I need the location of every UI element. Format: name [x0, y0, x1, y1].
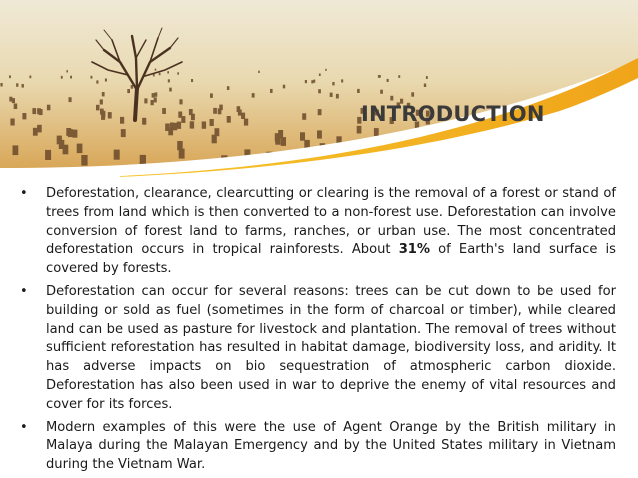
tree-stump	[357, 89, 360, 93]
tree-stump	[22, 84, 24, 88]
tree-stump	[380, 90, 383, 94]
tree-stump	[311, 80, 313, 83]
tree-stump	[424, 84, 426, 88]
tree-stump	[16, 83, 18, 87]
tree-stump	[212, 135, 217, 144]
tree-stump	[336, 94, 339, 99]
bullet-marker: •	[20, 419, 28, 435]
tree-stump	[181, 116, 185, 123]
tree-stump	[305, 80, 307, 83]
tree-stump	[29, 76, 31, 79]
tree-stump	[167, 71, 169, 73]
tree-stump	[258, 71, 260, 73]
slide-title: INTRODUCTION	[361, 102, 545, 126]
tree-stump	[379, 75, 381, 78]
tree-stump	[325, 69, 327, 71]
tree-stump	[302, 113, 306, 120]
tree-stump	[398, 75, 400, 78]
tree-stump	[219, 105, 223, 111]
bullet-item-examples	[20, 419, 616, 475]
tree-stump	[252, 93, 255, 98]
bullet-text-continued: of Earth's land surface is covered by forests.	[46, 242, 616, 277]
tree-stump	[169, 88, 172, 92]
tree-stump	[59, 140, 65, 149]
tree-stump	[191, 114, 195, 121]
tree-stump	[168, 79, 170, 82]
tree-stump	[275, 133, 280, 142]
tree-stump	[330, 93, 333, 97]
tree-stump	[47, 105, 51, 111]
tree-stump	[81, 155, 87, 166]
tree-stump	[10, 119, 14, 126]
tree-stump	[105, 79, 107, 82]
bullet-text: Modern examples of this were the use of Agent Orange by the British military in Malaya during the Malayan Emergency and by the United States military in Vietnam during the Vietnam War.	[46, 419, 616, 473]
tree-stump	[102, 92, 105, 96]
tree-stump	[227, 86, 230, 90]
tree-stump	[45, 150, 51, 160]
tree-stump	[319, 74, 321, 77]
tree-stump	[66, 128, 71, 136]
tree-stump	[318, 89, 321, 93]
tree-stump	[66, 70, 68, 72]
tree-stump	[179, 99, 182, 104]
tree-stump	[317, 130, 322, 138]
tree-stump	[210, 93, 213, 98]
tree-stump	[281, 137, 286, 146]
tree-stump	[177, 72, 179, 74]
tree-stump	[77, 144, 83, 154]
tree-stump	[390, 96, 393, 101]
tree-stump	[37, 125, 42, 133]
tree-stump	[9, 75, 11, 78]
tree-stump	[213, 108, 217, 114]
tree-stump	[318, 109, 322, 115]
tree-stump	[0, 83, 2, 87]
tree-stump	[121, 129, 126, 137]
tree-stump	[131, 85, 133, 89]
tree-stump	[151, 100, 154, 105]
tree-stump	[341, 79, 343, 82]
tree-stump	[387, 79, 389, 82]
tree-stump	[191, 79, 193, 82]
tree-stump	[270, 89, 273, 93]
tree-stump	[37, 108, 41, 114]
tree-stump	[33, 128, 38, 136]
tree-stump	[120, 117, 124, 124]
tree-stump	[210, 119, 214, 126]
tree-stump	[426, 76, 428, 79]
tree-stump	[190, 121, 194, 128]
tree-stump	[142, 118, 146, 125]
tree-stump	[170, 123, 175, 130]
tree-stump	[127, 89, 130, 93]
tree-stump	[227, 116, 231, 123]
tree-stump	[61, 76, 63, 79]
tree-stump	[332, 82, 334, 85]
tree-stump	[102, 111, 106, 117]
tree-stump	[283, 85, 285, 89]
tree-stump	[114, 150, 120, 160]
tree-stump	[96, 105, 100, 111]
header-banner-image	[0, 0, 638, 180]
bullet-item-causes	[20, 283, 616, 415]
deforested-landscape-illustration	[0, 0, 638, 180]
tree-stump	[32, 108, 36, 114]
bullet-marker: •	[20, 283, 28, 299]
tree-stump	[411, 92, 414, 96]
tree-stump	[202, 122, 206, 129]
tree-stump	[14, 104, 18, 110]
tree-stump	[91, 76, 93, 79]
tree-stump	[152, 93, 155, 98]
bullet-list	[20, 185, 616, 475]
tree-stump	[100, 99, 103, 104]
tree-stump	[177, 141, 183, 150]
bullet-text: Deforestation can occur for several reasons: trees can be cut down to be used for building or sold as fuel (sometimes in the form of charcoal or timber), while cleared land can be used as pasture for livestock and plantation. The removal of trees without sufficient reforestation has resulted in habitat damage, biodiversity loss, and aridity. It has adverse impacts on bio sequestration of atmospheric carbon dioxide. Deforestation has also been used in war to deprive the enemy of vital resources and cover for its forces.	[46, 283, 616, 412]
tree-stump	[96, 80, 98, 83]
tree-stump	[12, 98, 15, 103]
tree-stump	[159, 73, 161, 76]
tree-stump	[244, 119, 248, 126]
tree-stump	[357, 126, 362, 134]
tree-stump	[108, 112, 112, 118]
tree-stump	[154, 98, 157, 103]
bullet-item-definition	[20, 185, 616, 279]
tree-stump	[162, 108, 166, 114]
tree-stump	[313, 80, 315, 83]
tree-stump	[144, 98, 147, 103]
tree-stump	[177, 122, 181, 129]
bullet-text: Deforestation, clearance, clearcutting or clearing is the removal of a forest or stand of trees from land which is then converted to a non-forest use. Deforestation can involve conversion of forest land to farms, ranches, or urban use. The most concentrated deforestation occurs in tropical rainforests. About	[46, 186, 616, 258]
tree-stump	[70, 76, 72, 79]
tree-stump	[238, 110, 242, 116]
tree-stump	[73, 130, 78, 138]
tree-stump	[13, 145, 19, 155]
forest-cover-percentage: 31%	[398, 242, 431, 258]
tree-stump	[155, 69, 157, 71]
bullet-marker: •	[20, 186, 28, 201]
tree-stump	[241, 113, 245, 119]
tree-stump	[69, 97, 72, 102]
tree-stump	[165, 124, 170, 132]
tree-stump	[374, 128, 379, 136]
tree-stump	[300, 132, 305, 140]
tree-stump	[22, 113, 26, 119]
tree-stump	[155, 92, 158, 96]
